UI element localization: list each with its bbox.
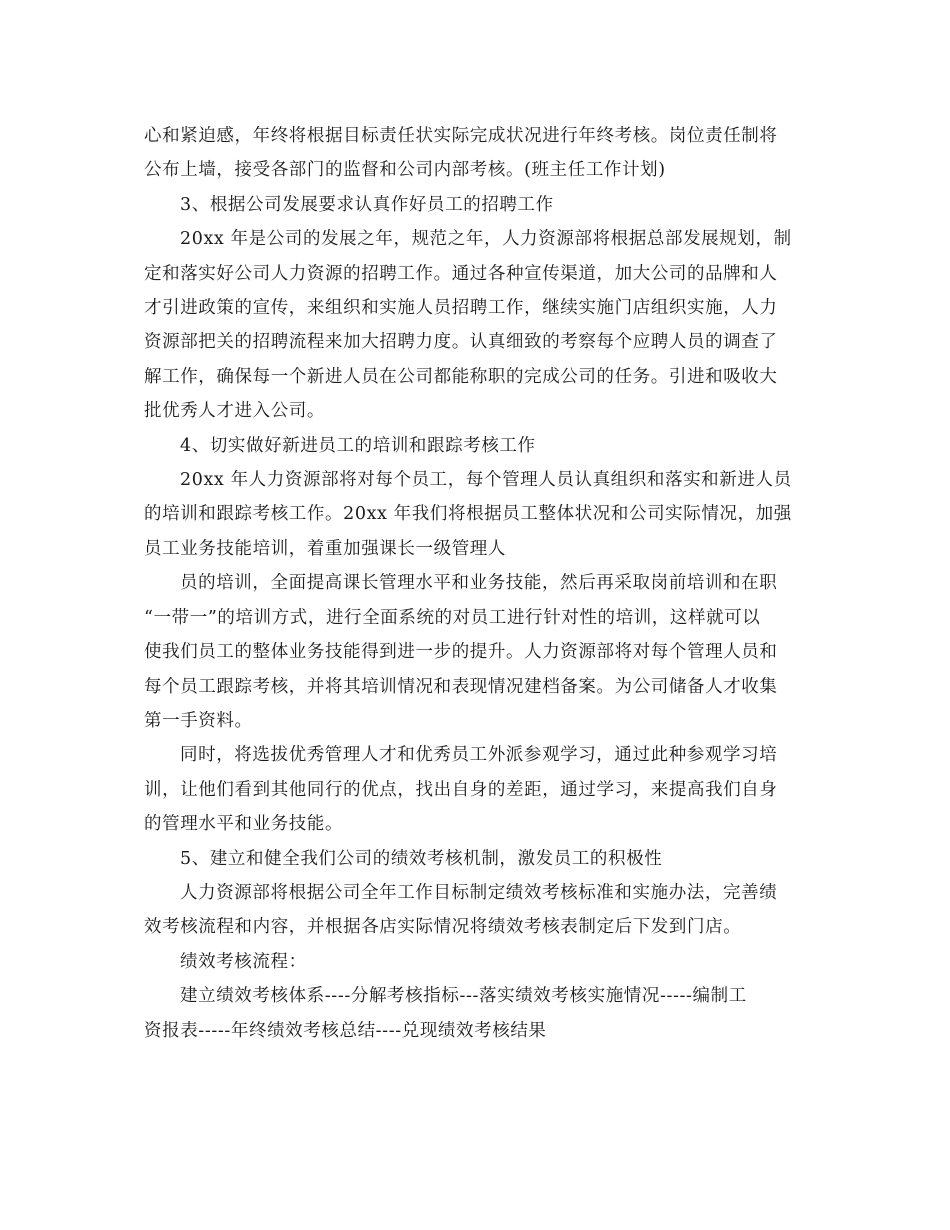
text-line: 解工作，确保每一个新进人员在公司都能称职的完成公司的任务。引进和吸收大: [144, 366, 778, 387]
paragraph-training-continued: [144, 566, 806, 738]
text-line: 3、根据公司发展要求认真作好员工的招聘工作: [180, 194, 554, 215]
text-line: 公布上墙，接受各部门的监督和公司内部考核。(班主任工作计划): [144, 160, 666, 181]
text-line: 5、建立和健全我们公司的绩效考核机制，激发员工的积极性: [180, 848, 663, 869]
text-line: 资报表-----年终绩效考核总结----兑现绩效考核结果: [144, 1020, 547, 1041]
paragraph-study-visits: [144, 738, 806, 841]
section-heading-5: [144, 842, 806, 876]
text-line: 每个员工跟踪考核，并将其培训情况和表现情况建档备案。为公司储备人才收集: [144, 676, 778, 697]
text-line: 批优秀人才进入公司。: [144, 401, 325, 422]
text-line: 第一手资料。: [144, 710, 253, 731]
paragraph-process-label: [144, 945, 806, 979]
text-line: 心和紧迫感，年终将根据目标责任状实际完成状况进行年终考核。岗位责任制将: [144, 126, 778, 146]
section-heading-4: [144, 429, 806, 463]
text-line: 建立绩效考核体系----分解考核指标---落实绩效考核实施情况-----编制工: [180, 986, 747, 1007]
text-line: 4、切实做好新进员工的培训和跟踪考核工作: [180, 435, 536, 456]
document-body: [144, 119, 806, 1048]
text-line: 资源部把关的招聘流程来加大招聘力度。认真细致的考察每个应聘人员的调查了: [144, 332, 778, 353]
text-line: 绩效考核流程：: [180, 951, 307, 972]
paragraph-performance: [144, 876, 806, 945]
text-line: 20xx 年是公司的发展之年，规范之年，人力资源部将根据总部发展规划，制: [180, 229, 792, 250]
text-line: 20xx 年人力资源部将对每个员工，每个管理人员认真组织和落实和新进人员: [180, 470, 792, 491]
paragraph-recruitment: [144, 222, 806, 428]
text-line: 才引进政策的宣传，来组织和实施人员招聘工作，继续实施门店组织实施，人力: [144, 298, 778, 319]
text-line: 使我们员工的整体业务技能得到进一步的提升。人力资源部将对每个管理人员和: [144, 642, 778, 663]
text-line: 训，让他们看到其他同行的优点，找出自身的差距，通过学习，来提高我们自身: [144, 779, 778, 800]
text-line: 人力资源部将根据公司全年工作目标制定绩效考核标准和实施办法，完善绩: [180, 882, 778, 903]
text-line: 同时，将选拔优秀管理人才和优秀员工外派参观学习，通过此种参观学习培: [180, 745, 778, 766]
text-line: 定和落实好公司人力资源的招聘工作。通过各种宣传渠道，加大公司的品牌和人: [144, 263, 778, 284]
text-line: “一带一”的培训方式，进行全面系统的对员工进行针对性的培训，这样就可以: [144, 607, 761, 628]
section-heading-3: [144, 188, 806, 222]
paragraph-process-flow: [144, 979, 806, 1048]
text-line: 的管理水平和业务技能。: [144, 814, 344, 835]
paragraph-1: [144, 119, 806, 188]
text-line: 效考核流程和内容，并根据各店实际情况将绩效考核表制定后下发到门店。: [144, 917, 742, 938]
text-line: 员工业务技能培训，着重加强课长一级管理人: [144, 538, 506, 559]
text-line: 的培训和跟踪考核工作。20xx 年我们将根据员工整体状况和公司实际情况，加强: [144, 504, 792, 525]
text-line: 员的培训，全面提高课长管理水平和业务技能，然后再采取岗前培训和在职: [180, 573, 778, 594]
paragraph-training: [144, 463, 806, 566]
